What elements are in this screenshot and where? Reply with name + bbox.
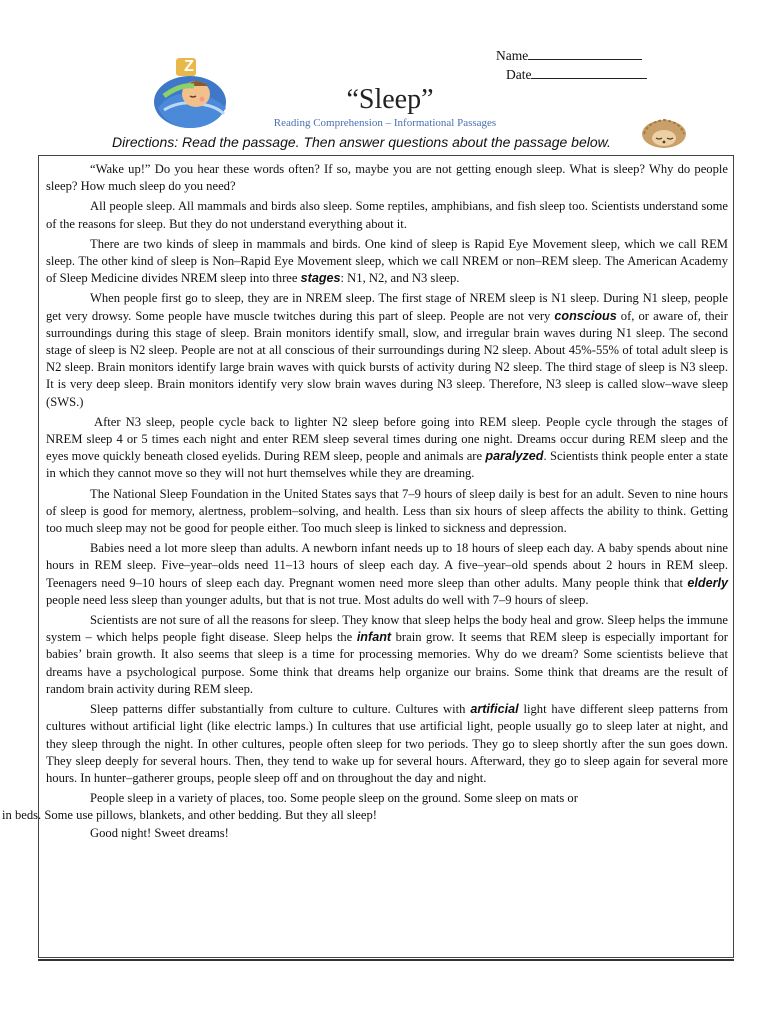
paragraph-5 — [46, 414, 728, 483]
paragraph-7-text-b: people need less sleep than younger adults, but that is not true. Most adults do well with 7–9 hours of sleep. — [46, 592, 589, 607]
directions-text: Directions: Read the passage. Then answer questions about the passage below. — [112, 134, 611, 150]
closing-line: Good night! Sweet dreams! — [90, 825, 229, 840]
name-label: Name — [496, 48, 529, 63]
paragraph-5-text-b: . Scientists think people enter a state in which they cannot move so they will not hurt themselves while they are dreaming. — [46, 449, 728, 481]
paragraph-7-text-a: Babies need a lot more sleep than adults. A newborn infant needs up to 18 hours of sleep each day. A baby spends about nine hours in REM sleep. Five–year–olds need 11–13 hours of sleep each day. A five–year–old spends about 2 hours in REM sleep. Teenagers need 9–10 hours of sleep each day. Pregnant women need more sleep than other adults. Many people think that — [46, 541, 728, 590]
date-field[interactable] — [506, 65, 647, 83]
paragraph-10-line-1: People sleep in a variety of places, too. Some people sleep on the ground. Some sleep on mats or — [90, 791, 578, 806]
paragraph-10-line-2: in beds. Some use pillows, blankets, and other bedding. But they all sleep! — [2, 808, 377, 823]
vocab-word-elderly: elderly — [687, 575, 728, 590]
paragraph-10 — [2, 790, 728, 824]
vocab-word-conscious: conscious — [554, 308, 617, 323]
vocab-word-artificial: artificial — [470, 702, 519, 717]
paragraph-9-text-a: Sleep patterns differ substantially from culture to culture. Cultures with — [90, 702, 471, 717]
vocab-word-infant: infant — [356, 630, 392, 645]
paragraph-7 — [46, 540, 728, 609]
page-title: “Sleep” — [346, 84, 434, 115]
paragraph-4-text-a: When people first go to sleep, they are in NREM sleep. The first stage of NREM sleep is N1 sleep. During N1 sleep, people get very drowsy. Some people have muscle twitches during this part of sleep. People are not very — [46, 291, 728, 323]
page-subtitle: Reading Comprehension – Informational Passages — [273, 117, 497, 129]
paragraph-5-text-a: After N3 sleep, people cycle back to lighter N2 sleep before going into REM sleep. People cycle through the stages of NREM sleep 4 or 5 times each night and enter REM sleep several times during one night. Dreams occur during REM sleep and the eyes move quickly beneath closed eyelids. During REM sleep, people and animals are — [46, 414, 728, 464]
paragraph-1: “Wake up!” Do you hear these words often? If so, maybe you are not getting enough sleep. What is sleep? Why do people sleep? How much sleep do you need? — [46, 162, 728, 194]
vocab-word-paralyzed: paralyzed — [485, 449, 544, 464]
passage-box — [2, 155, 734, 958]
vocab-word-stages: stages — [300, 271, 341, 286]
paragraph-4-text-b: of, or aware of, their surroundings during this stage of sleep. Brain monitors identify small, slow, and irregular brain waves during N1 sleep. The second stage of sleep is N2 sleep. People are not at all conscious of their surroundings during N2 sleep. About 45%-55% of total adult sleep is N2 sleep. Brain monitors identify large brain waves with quick bursts of activity during N2 sleep. The third stage of sleep is N3 sleep. It is very deep sleep. Brain monitors identify very slow brain waves during N3 sleep. Therefore, N3 sleep is called slow–wave sleep (SWS.) — [46, 308, 729, 409]
paragraph-8-text-b: brain grow. It seems that REM sleep is especially important for babies’ brain growth. It also seems that sleep is a time for processing memories. Why do we dream? Some scientists believe that dreams have a psychological purpose. Some think that dreams help organize our brains. Some think that dreams are the result of random brain activity during REM sleep. — [46, 630, 728, 696]
paragraph-9 — [46, 701, 728, 787]
reading-passage — [2, 161, 729, 845]
date-label: Date — [506, 67, 532, 82]
paragraph-3-text-b: : N1, N2, and N3 sleep. — [340, 271, 460, 286]
paragraph-9-text-b: light have different sleep patterns from cultures without artificial light (like electric lamps.) In cultures that use artificial light, people usually go to sleep later at night, and they sleep through the night. In other cultures, people often sleep for two periods. They go to sleep shortly after the sun goes down. They sleep deeply for several hours. Then, they tend to wake up for several hours. Afterward, they go to sleep again for several more hours. In hunter–gatherer groups, people sleep off and on throughout the day and night. — [46, 702, 729, 785]
paragraph-4 — [46, 290, 728, 410]
paragraph-8-text-a: Scientists are not sure of all the reasons for sleep. They know that sleep helps the body heal and grow. Sleep helps the immune system – which helps people fight disease. Sleep helps the — [46, 613, 728, 645]
paragraph-8 — [46, 612, 728, 698]
sleep-z-letter: Z — [184, 58, 194, 75]
worksheet-header — [0, 0, 768, 160]
paragraph-6: The National Sleep Foundation in the United States says that 7–9 hours of sleep daily is best for an adult. Seven to nine hours of sleep is good for memory, alertness, problem–solving, and health. Less than six hours of sleep affects the ability to think. Getting too much sleep may not be good for people either. Too much sleep is linked to sickness and depression. — [46, 486, 728, 536]
paragraph-3-text-a: There are two kinds of sleep in mammals and birds. One kind of sleep is Rapid Eye Movement sleep, which we call REM sleep. The other kind of sleep is Non–Rapid Eye Movement sleep, which we call NREM or non–REM sleep. The American Academy of Sleep Medicine divides NREM sleep into three — [46, 236, 728, 286]
name-field[interactable] — [496, 46, 642, 64]
paragraph-3 — [46, 236, 728, 288]
paragraph-2: All people sleep. All mammals and birds also sleep. Some reptiles, amphibians, and fish sleep too. Scientists understand some of the reasons for sleep. But they do not understand everything about it. — [46, 199, 728, 231]
